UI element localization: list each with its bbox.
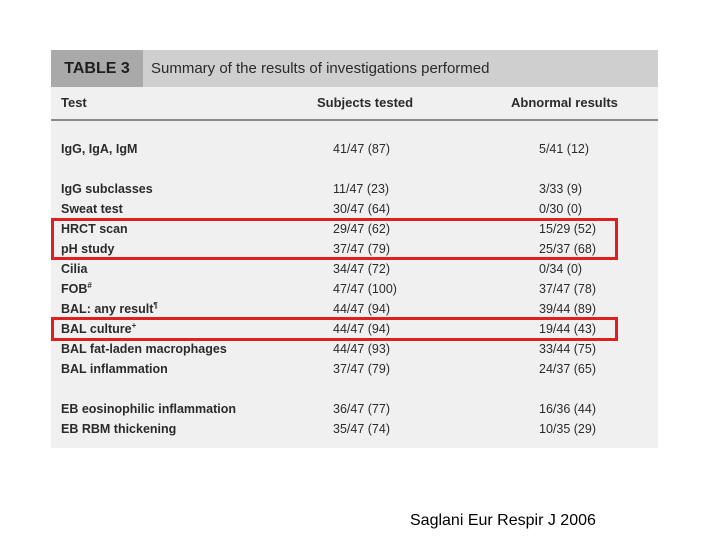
- row-subjects-tested: 44/47 (94): [333, 322, 390, 336]
- table-label: TABLE 3: [51, 50, 143, 87]
- row-test-label: BAL fat-laden macrophages: [61, 342, 227, 356]
- row-subjects-tested: 30/47 (64): [333, 202, 390, 216]
- row-test-name: [61, 179, 153, 199]
- row-test-label: EB eosinophilic inflammation: [61, 402, 237, 416]
- table-row: [51, 359, 658, 379]
- table-row: [51, 279, 658, 299]
- row-abnormal-results: 19/44 (43): [539, 322, 596, 336]
- row-subjects-tested: 35/47 (74): [333, 422, 390, 436]
- row-subjects-tested: 37/47 (79): [333, 242, 390, 256]
- table-row: [51, 339, 658, 359]
- row-subjects-tested: 36/47 (77): [333, 402, 390, 416]
- row-test-footnote-mark: #: [87, 280, 92, 290]
- row-subjects-tested: 29/47 (62): [333, 222, 390, 236]
- row-test-label: Sweat test: [61, 202, 123, 216]
- row-subjects-tested: 11/47 (23): [333, 182, 390, 196]
- row-subjects-tested: 37/47 (79): [333, 362, 390, 376]
- row-abnormal-results: 0/34 (0): [539, 262, 583, 276]
- row-abnormal-results: 24/37 (65): [539, 362, 596, 376]
- row-subjects-tested: 47/47 (100): [333, 282, 397, 296]
- row-abnormal-results: 15/29 (52): [539, 222, 596, 236]
- row-test-name: [61, 359, 168, 379]
- row-abnormal-results: 33/44 (75): [539, 342, 596, 356]
- row-test-name: [61, 199, 123, 219]
- row-test-label: IgG subclasses: [61, 182, 153, 196]
- row-test-footnote-mark: ¶: [153, 300, 158, 310]
- row-test-label: HRCT scan: [61, 222, 128, 236]
- row-subjects-tested: 41/47 (87): [333, 142, 390, 156]
- row-test-label: Cilia: [61, 262, 88, 276]
- table-row: [51, 299, 658, 319]
- row-test-label: BAL: any result: [61, 302, 154, 316]
- row-abnormal-results: 37/47 (78): [539, 282, 596, 296]
- table-row: [51, 139, 658, 159]
- row-test-label: IgG, IgA, IgM: [61, 142, 138, 156]
- header-test: Test: [61, 95, 87, 110]
- header-abnormal-results: Abnormal results: [511, 95, 618, 110]
- highlight-box-hrct-ph: [51, 218, 618, 260]
- table-row: [51, 259, 658, 279]
- row-test-label: pH study: [61, 242, 115, 256]
- row-test-name: [61, 279, 92, 299]
- row-subjects-tested: 34/47 (72): [333, 262, 390, 276]
- header-subjects-tested: Subjects tested: [317, 95, 414, 110]
- citation-text: Saglani Eur Respir J 2006: [410, 512, 596, 529]
- row-abnormal-results: 25/37 (68): [539, 242, 596, 256]
- row-test-label: FOB: [61, 282, 88, 296]
- row-test-footnote-mark: +: [131, 320, 137, 330]
- row-abnormal-results: 39/44 (89): [539, 302, 596, 316]
- row-test-label: EB RBM thickening: [61, 422, 177, 436]
- table-row: [51, 199, 658, 219]
- row-test-name: [61, 399, 236, 419]
- row-abnormal-results: 5/41 (12): [539, 142, 590, 156]
- row-subjects-tested: 44/47 (94): [333, 302, 390, 316]
- row-test-name: [61, 419, 176, 439]
- row-abnormal-results: 0/30 (0): [539, 202, 583, 216]
- row-abnormal-results: 16/36 (44): [539, 402, 596, 416]
- row-test-name: [61, 299, 158, 319]
- table-row: [51, 399, 658, 419]
- row-test-label: BAL inflammation: [61, 362, 168, 376]
- row-test-label: BAL culture: [61, 322, 132, 336]
- table-row: [51, 179, 658, 199]
- row-abnormal-results: 3/33 (9): [539, 182, 583, 196]
- row-abnormal-results: 10/35 (29): [539, 422, 596, 436]
- row-test-name: [61, 259, 87, 279]
- row-test-name: [61, 339, 227, 359]
- table-title: Summary of the results of investigations performed: [151, 60, 490, 77]
- row-subjects-tested: 44/47 (93): [333, 342, 390, 356]
- highlight-box-bal-culture: [51, 317, 618, 341]
- table-row: [51, 419, 658, 439]
- row-test-name: [61, 139, 137, 159]
